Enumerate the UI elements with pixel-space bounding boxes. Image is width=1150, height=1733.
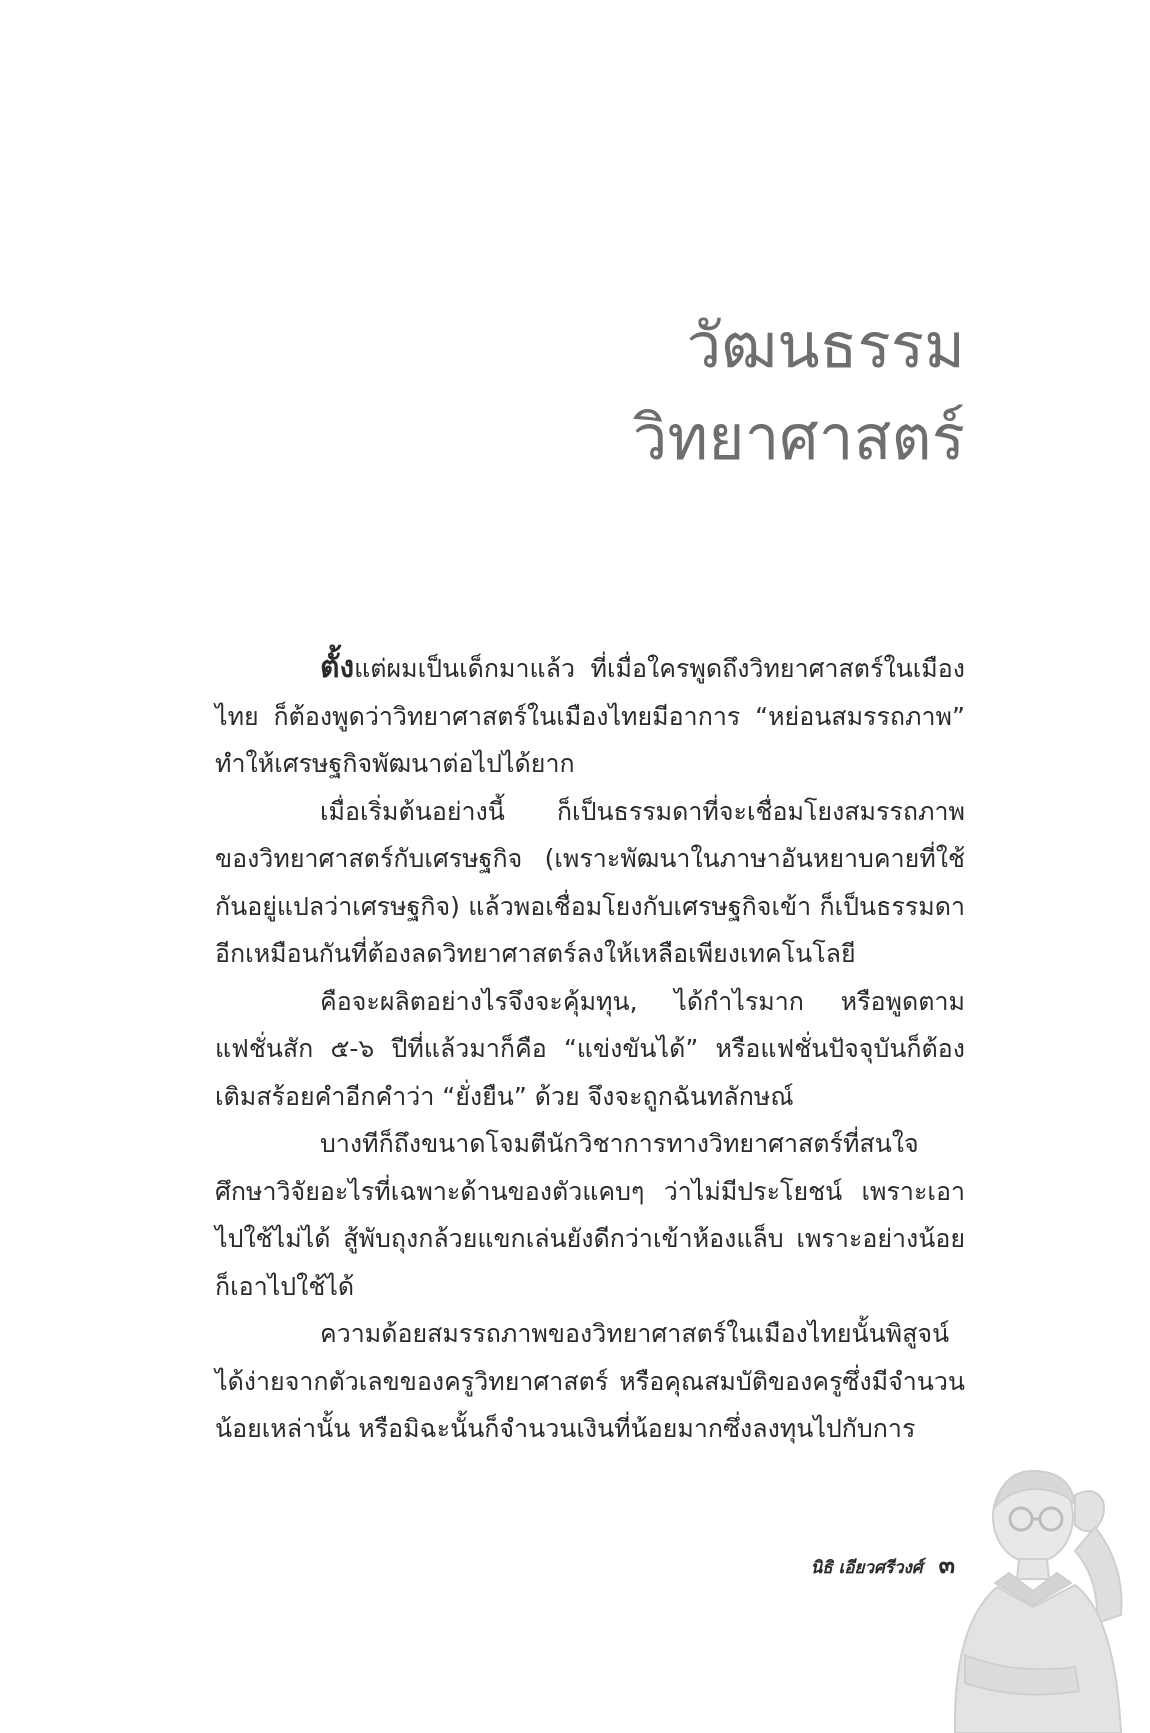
page-number: ๓ [938, 1551, 955, 1579]
chapter-body [215, 644, 965, 1453]
chapter-title-line-2: วิทยาศาสตร์ [632, 401, 965, 474]
paragraph-5: ความด้อยสมรรถภาพของวิทยาศาสตร์ในเมืองไทยนั้นพิสูจน์ได้ง่ายจากตัวเลขของครูวิทยาศาสตร์ หรือคุณสมบัติของครูซึ่งมีจำนวนน้อยเหล่านั้น หรือมิฉะนั้นก็จำนวนเงินที่น้อยมากซึ่งลงทุนไปกับการ [215, 1319, 965, 1443]
author-statue-illustration [925, 1455, 1150, 1733]
paragraph-1-text: แต่ผมเป็นเด็กมาแล้ว ที่เมื่อใครพูดถึงวิทยาศาสตร์ในเมืองไทย ก็ต้องพูดว่าวิทยาศาสตร์ในเมืองไทยมีอาการ “หย่อนสมรรถภาพ” ทำให้เศรษฐกิจพัฒนาต่อไปได้ยาก [215, 654, 965, 778]
chapter-title-line-1: วัฒนธรรม [686, 309, 965, 382]
paragraph-2: เมื่อเริ่มต้นอย่างนี้ ก็เป็นธรรมดาที่จะเชื่อมโยงสมรรถภาพของวิทยาศาสตร์กับเศรษฐกิจ (เพราะพัฒนาในภาษาอันหยาบคายที่ใช้กันอยู่แปลว่าเศรษฐกิจ) แล้วพอเชื่อมโยงกับเศรษฐกิจเข้า ก็เป็นธรรมดาอีกเหมือนกันที่ต้องลดวิทยาศาสตร์ลงให้เหลือเพียงเทคโนโลยี [215, 796, 965, 968]
paragraph-1 [215, 644, 965, 788]
paragraph-4: บางทีก็ถึงขนาดโจมตีนักวิชาการทางวิทยาศาสตร์ที่สนใจศึกษาวิจัยอะไรที่เฉพาะด้านของตัวแคบๆ ว่าไม่มีประโยชน์ เพราะเอาไปใช้ไม่ได้ สู้พับถุงกล้วยแขกเล่นยังดีกว่าเข้าห้องแล็บ เพราะอย่างน้อยก็เอาไปใช้ได้ [215, 1129, 965, 1301]
paragraph-3: คือจะผลิตอย่างไรจึงจะคุ้มทุน, ได้กำไรมาก หรือพูดตามแฟชั่นสัก ๕-๖ ปีที่แล้วมาก็คือ “แข่งขันได้” หรือแฟชั่นปัจจุบันก็ต้องเติมสร้อยคำอีกคำว่า “ยั่งยืน” ด้วย จึงจะถูกฉันทลักษณ์ [215, 986, 965, 1111]
lead-word: ตั้ง [320, 650, 355, 685]
footer-author: นิธิ เอียวศรีวงศ์ [810, 1558, 923, 1578]
chapter-title [633, 300, 965, 484]
